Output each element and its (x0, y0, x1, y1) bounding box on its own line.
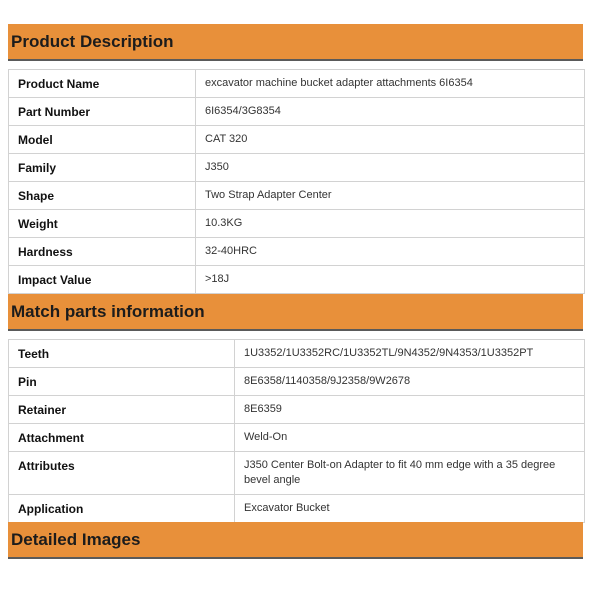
table-row (9, 396, 585, 424)
row-value: 10.3KG (196, 210, 585, 238)
row-value: 6I6354/3G8354 (196, 98, 585, 126)
row-value: 1U3352/1U3352RC/1U3352TL/9N4352/9N4353/1U3352PT (235, 340, 585, 368)
row-value: excavator machine bucket adapter attachments 6I6354 (196, 70, 585, 98)
row-value: Weld-On (235, 424, 585, 452)
table-row (9, 495, 585, 523)
row-label: Product Name (9, 70, 196, 98)
table-row (9, 340, 585, 368)
row-label: Model (9, 126, 196, 154)
detailed-images-header (8, 522, 583, 559)
row-value: Two Strap Adapter Center (196, 182, 585, 210)
row-value: 8E6359 (235, 396, 585, 424)
row-value: J350 Center Bolt-on Adapter to fit 40 mm edge with a 35 degree bevel angle (235, 452, 585, 495)
table-row (9, 424, 585, 452)
table-row (9, 210, 585, 238)
row-label: Family (9, 154, 196, 182)
row-value: 8E6358/1140358/9J2358/9W2678 (235, 368, 585, 396)
row-label: Retainer (9, 396, 235, 424)
table-row (9, 182, 585, 210)
row-value: J350 (196, 154, 585, 182)
table-row (9, 266, 585, 294)
row-label: Impact Value (9, 266, 196, 294)
row-value: 32-40HRC (196, 238, 585, 266)
row-label: Weight (9, 210, 196, 238)
row-label: Attachment (9, 424, 235, 452)
table-row (9, 238, 585, 266)
match-parts-header (8, 294, 583, 331)
table-row (9, 368, 585, 396)
row-value: >18J (196, 266, 585, 294)
product-description-title: Product Description (11, 31, 174, 51)
table-row (9, 154, 585, 182)
detailed-images-title: Detailed Images (11, 529, 141, 549)
table-row (9, 452, 585, 495)
row-value: Excavator Bucket (235, 495, 585, 523)
row-label: Shape (9, 182, 196, 210)
match-parts-table (8, 339, 585, 523)
row-value: CAT 320 (196, 126, 585, 154)
match-parts-title: Match parts information (11, 301, 205, 321)
row-label: Attributes (9, 452, 235, 495)
row-label: Hardness (9, 238, 196, 266)
product-description-header (8, 24, 583, 61)
row-label: Teeth (9, 340, 235, 368)
row-label: Part Number (9, 98, 196, 126)
table-row (9, 126, 585, 154)
table-row (9, 70, 585, 98)
row-label: Application (9, 495, 235, 523)
product-description-table (8, 69, 585, 294)
table-row (9, 98, 585, 126)
row-label: Pin (9, 368, 235, 396)
